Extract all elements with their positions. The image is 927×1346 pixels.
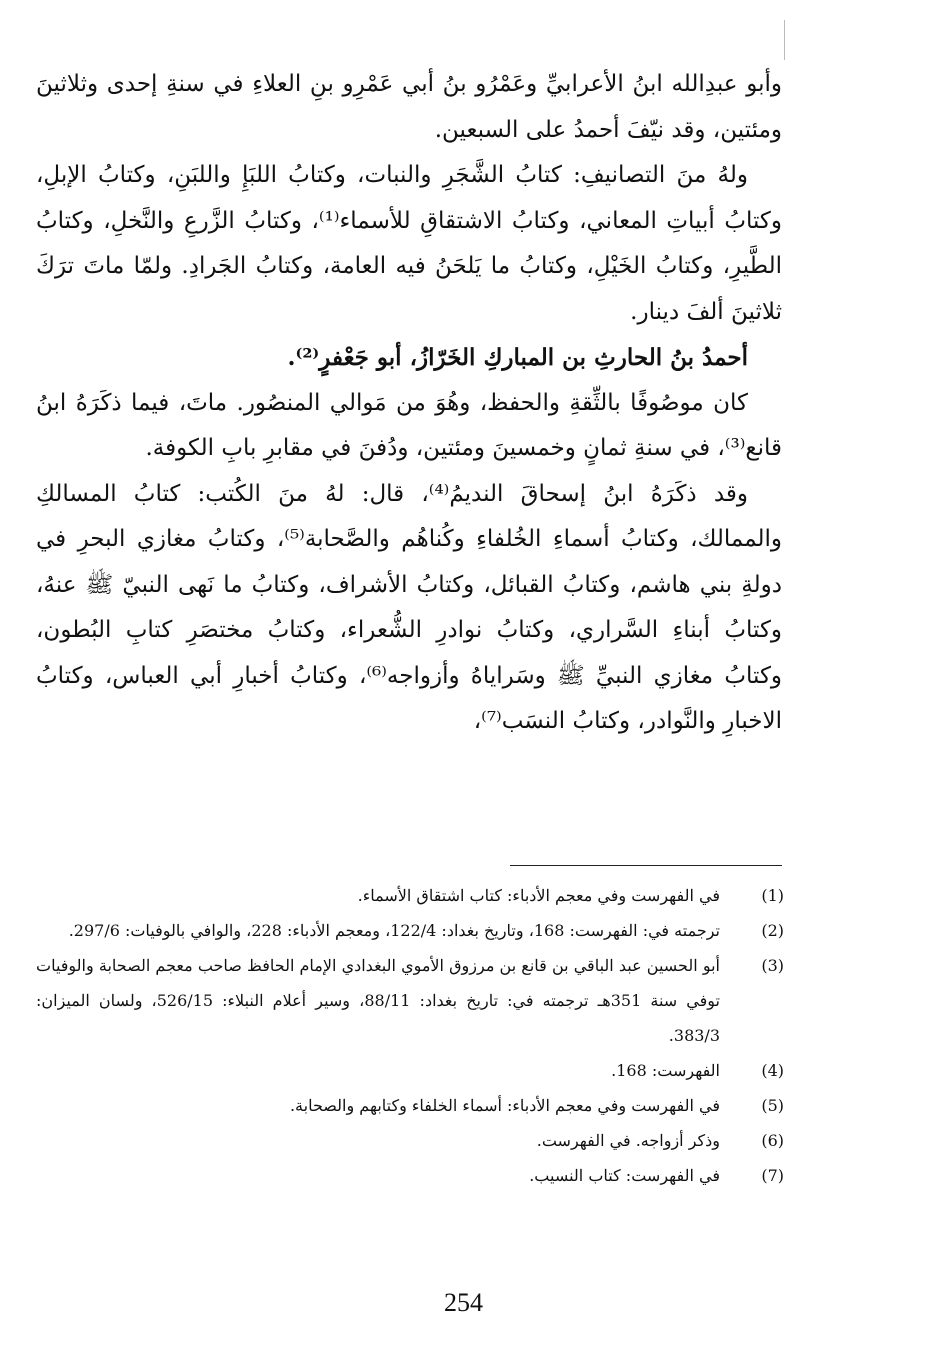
footnote-item	[36, 1158, 784, 1193]
paragraph-4: وقد ذكَرَهُ ابنُ إسحاقَ النديمُ⁽⁴⁾، قال: لهُ منَ الكُتب: كتابُ المسالكِ والممالك، وكتابُ أسماءِ الخُلفاءِ وكُناهُم والصَّحابة⁽⁵⁾، وكتابُ مغازي البحرِ في دولةِ بني هاشم، وكتابُ القبائل، وكتابُ الأشراف، وكتابُ ما نَهى النبيّ ﷺ عنهُ، وكتابُ أبناءِ السَّراري، وكتابُ نوادرِ الشُّعراء، وكتابُ مختصَرِ كتابِ البُطون، وكتابُ مغازي النبيِّ ﷺ وسَراياهُ وأزواجه⁽⁶⁾، وكتابُ أخبارِ أبي العباس، وكتابُ الاخبارِ والنَّوادر، وكتابُ النسَب⁽⁷⁾،	[36, 480, 783, 734]
footnote-separator	[510, 865, 782, 866]
paragraph-3: كان موصُوفًا بالثِّقةِ والحفظ، وهُوَ من مَوالي المنصُور. ماتَ، فيما ذكَرَهُ ابنُ قانع⁽³⁾، في سنةِ ثمانٍ وخمسينَ ومئتين، ودُفنَ في مقابرِ بابِ الكوفة.	[36, 389, 782, 461]
footnote-number: (3)	[761, 956, 784, 975]
footnote-text: في الفهرست وفي معجم الأدباء: كتاب اشتقاق الأسماء.	[357, 886, 720, 905]
footnote-text: ترجمته في: الفهرست: 168، وتاريخ بغداد: 122/4، ومعجم الأدباء: 228، والوافي بالوفيات: 297/6.	[68, 921, 720, 940]
footnote-number: (7)	[761, 1166, 784, 1185]
footnote-item	[36, 878, 784, 913]
footnote-number: (4)	[761, 1061, 784, 1080]
footnote-item	[36, 913, 784, 948]
footnote-text: وذكر أزواجه. في الفهرست.	[536, 1131, 720, 1150]
footnote-number: (2)	[761, 921, 784, 940]
footnote-item	[36, 1123, 784, 1158]
footnote-number: (6)	[761, 1131, 784, 1150]
footnote-text: أبو الحسين عبد الباقي بن قانع بن مرزوق الأموي البغدادي الإمام الحافظ صاحب معجم الصحابة والوفيات توفي سنة 351هـ ترجمته في: تاريخ بغداد: 88/11، وسير أعلام النبلاء: 526/15، ولسان الميزان: 383/3.	[36, 956, 721, 1045]
footnotes	[36, 878, 784, 1193]
page-number: 254	[444, 1288, 483, 1317]
entry-title: أحمدُ بنُ الحارثِ بن المباركِ الخَرّازُ، أبو جَعْفرٍ⁽²⁾.	[287, 344, 748, 371]
footnote-text: الفهرست: 168.	[611, 1061, 720, 1080]
footnote-number: (5)	[761, 1096, 784, 1115]
footnote-item	[36, 948, 784, 1053]
paragraph-1: وأبو عبدِالله ابنُ الأعرابيِّ وعَمْرُو بنُ أبي عَمْرِو بنِ العلاءِ في سنةِ إحدى وثلاثينَ ومئتين، وقد نيّفَ أحمدُ على السبعين.	[36, 71, 782, 143]
footnote-item	[36, 1088, 784, 1123]
footnote-number: (1)	[761, 886, 784, 905]
margin-mark	[784, 20, 785, 60]
footnote-text: في الفهرست وفي معجم الأدباء: أسماء الخلفاء وكتابهم والصحابة.	[289, 1096, 720, 1115]
main-text	[36, 62, 782, 745]
paragraph-2: ولهُ منَ التصانيفِ: كتابُ الشَّجَرِ والنبات، وكتابُ اللبَإِ واللبَنِ، وكتابُ الإبلِ، وكتابُ أبياتِ المعاني، وكتابُ الاشتقاقِ للأسماء⁽¹⁾، وكتابُ الزَّرعِ والنَّخلِ، وكتابُ الطَّيرِ، وكتابُ الخَيْلِ، وكتابُ ما يَلحَنُ فيه العامة، وكتابُ الجَرادِ. ولمّا ماتَ ترَكَ ثلاثينَ ألفَ دينار.	[36, 162, 782, 325]
footnote-item	[36, 1053, 784, 1088]
footnote-text: في الفهرست: كتاب النسيب.	[529, 1166, 720, 1185]
